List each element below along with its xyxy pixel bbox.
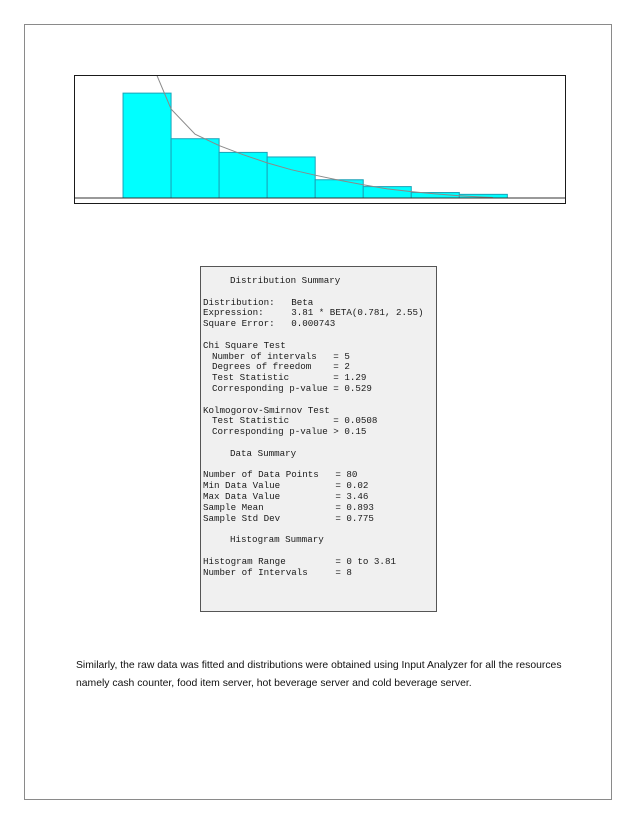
chi-square-heading: Chi Square Test xyxy=(203,339,286,351)
data-summary-heading: Data Summary xyxy=(230,447,297,459)
expression-line: Expression: 3.81 * BETA(0.781, 2.55) xyxy=(203,307,424,319)
histogram-bar xyxy=(267,157,315,198)
histogram-intervals-line: Number of Intervals = 8 xyxy=(203,566,352,578)
distribution-line: Distribution: Beta xyxy=(203,296,314,308)
histogram-bar xyxy=(363,187,411,198)
distribution-summary-panel xyxy=(200,266,437,612)
histogram-summary-heading: Histogram Summary xyxy=(230,534,324,546)
body-paragraph: Similarly, the raw data was fitted and distributions were obtained using Input Analyzer for all the resources namely cash counter, food item server, hot beverage server and cold beverage server. xyxy=(76,660,562,689)
histogram-range-line: Histogram Range = 0 to 3.81 xyxy=(203,555,396,567)
sample-std-line: Sample Std Dev = 0.775 xyxy=(203,512,374,524)
histogram-chart xyxy=(74,75,566,204)
max-value-line: Max Data Value = 3.46 xyxy=(203,490,369,502)
histogram-bar xyxy=(171,139,219,198)
chi-dof-line: Degrees of freedom = 2 xyxy=(212,361,350,373)
histogram-bar xyxy=(315,180,363,198)
histogram-bar xyxy=(123,93,171,198)
histogram-plot-area xyxy=(75,76,565,203)
chi-intervals-line: Number of intervals = 5 xyxy=(212,350,350,362)
histogram-bar xyxy=(219,152,267,198)
distribution-summary-heading: Distribution Summary xyxy=(230,275,341,286)
data-points-line: Number of Data Points = 80 xyxy=(203,469,358,481)
min-value-line: Min Data Value = 0.02 xyxy=(203,480,369,492)
chi-p-value-line: Corresponding p-value = 0.529 xyxy=(212,382,372,394)
square-error-line: Square Error: 0.000743 xyxy=(203,318,336,330)
chi-statistic-line: Test Statistic = 1.29 xyxy=(212,372,367,384)
ks-statistic-line: Test Statistic = 0.0508 xyxy=(212,415,378,427)
ks-heading: Kolmogorov-Smirnov Test xyxy=(203,404,330,416)
sample-mean-line: Sample Mean = 0.893 xyxy=(203,501,374,513)
ks-p-value-line: Corresponding p-value > 0.15 xyxy=(212,426,367,438)
